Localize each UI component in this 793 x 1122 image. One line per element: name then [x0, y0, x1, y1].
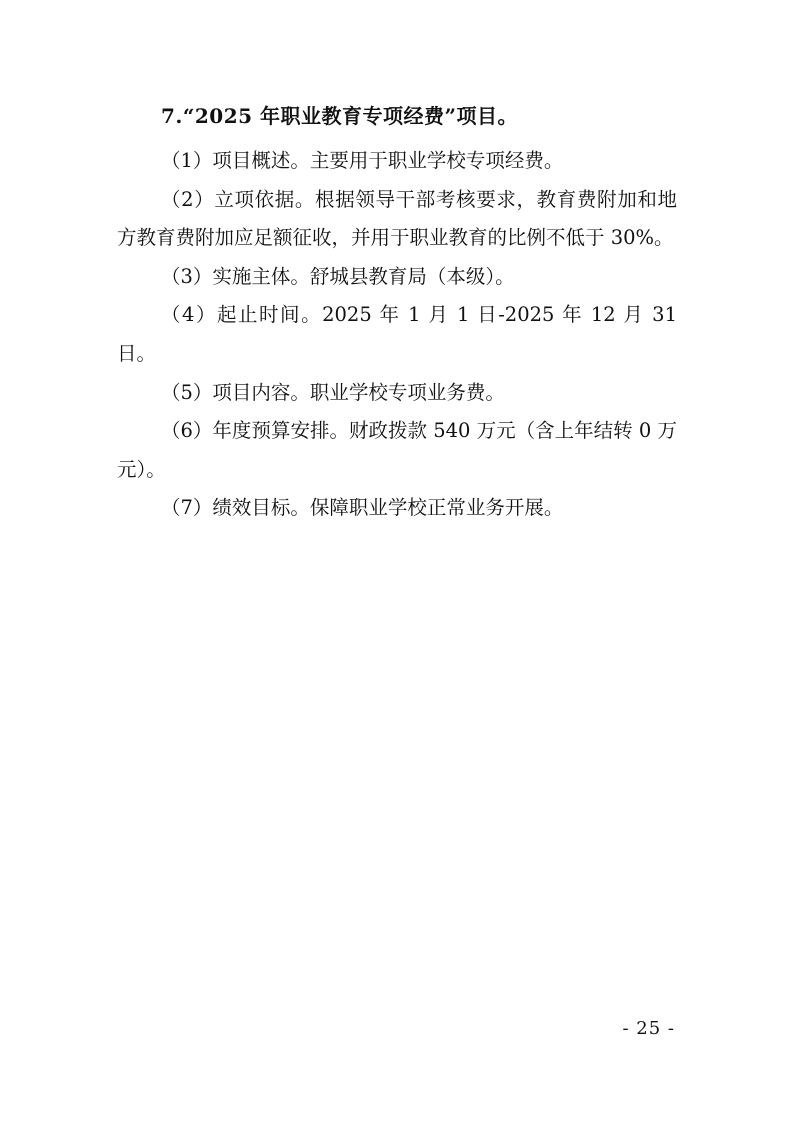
page-number: - 25 - — [622, 1018, 675, 1039]
paragraph-content: （5）项目内容。职业学校专项业务费。 — [161, 380, 505, 404]
paragraph-implementer: （3）实施主体。舒城县教育局（本级）。 — [161, 264, 515, 288]
paragraph-basis: （2）立项依据。根据领导干部考核要求，教育费附加和地方教育费附加应足额征收，并用于职业教育的比例不低于 30%。 — [117, 187, 677, 250]
paragraph-period: （4）起止时间。2025 年 1 月 1 日-2025 年 12 月 31 日。 — [117, 303, 677, 365]
paragraph-goal: （7）绩效目标。保障职业学校正常业务开展。 — [161, 496, 564, 520]
body-text — [117, 142, 677, 528]
paragraph-overview: （1）项目概述。主要用于职业学校专项经费。 — [161, 149, 564, 172]
section-heading: 7.“2025 年职业教育专项经费”项目。 — [161, 104, 519, 128]
paragraph-budget: （6）年度预算安排。财政拨款 540 万元（含上年结转 0 万元）。 — [117, 419, 677, 481]
